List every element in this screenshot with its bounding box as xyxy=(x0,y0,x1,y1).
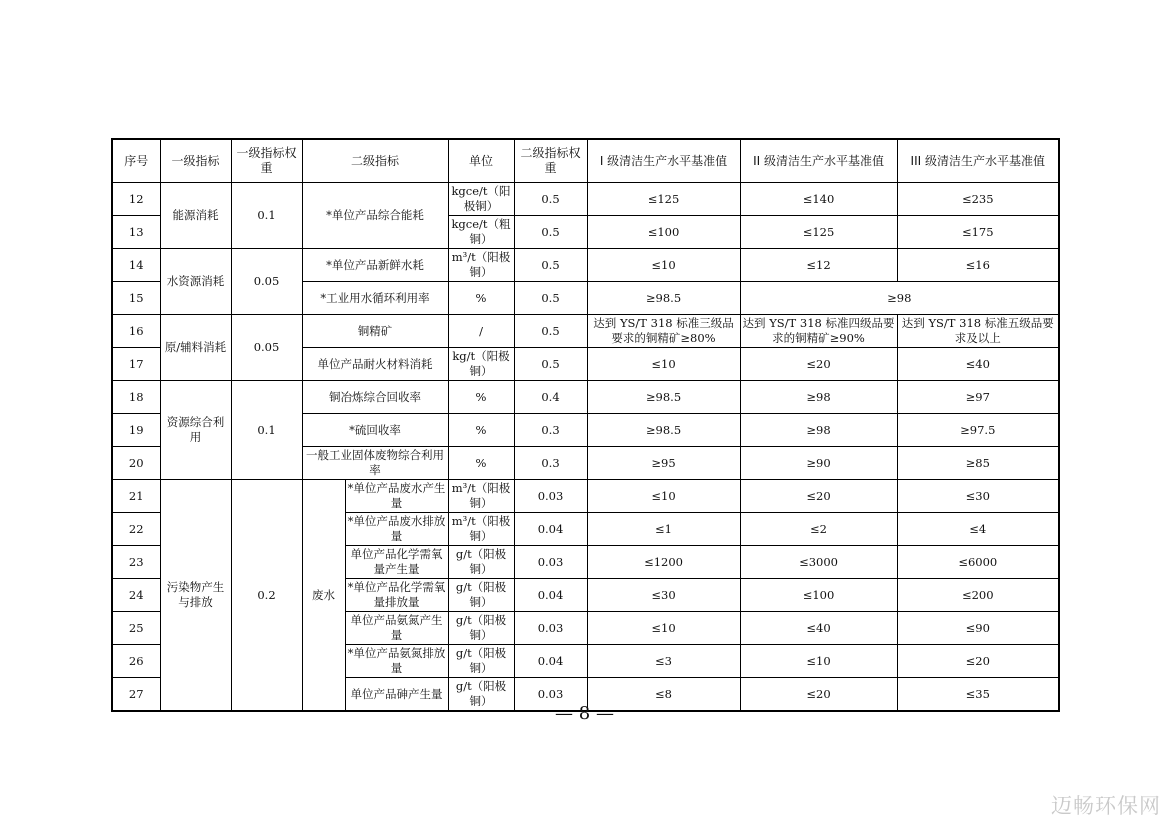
weight-cell: 0.5 xyxy=(514,183,587,216)
group-pollution-name: 污染物产生与排放 xyxy=(160,480,231,712)
level-ii-cell: 达到 YS/T 318 标准四级品要求的铜精矿≥90% xyxy=(740,315,897,348)
weight-cell: 0.04 xyxy=(514,513,587,546)
level-i-cell: ≤10 xyxy=(587,480,740,513)
level-iii-cell: ≥97 xyxy=(897,381,1059,414)
level-i-cell: ≥98.5 xyxy=(587,381,740,414)
header-level2-weight: 二级指标权重 xyxy=(514,139,587,183)
unit-cell: % xyxy=(448,447,514,480)
level-ii-cell: ≥90 xyxy=(740,447,897,480)
level-i-cell: ≤125 xyxy=(587,183,740,216)
indicator-name: 单位产品氨氮产生量 xyxy=(345,612,448,645)
row-number: 18 xyxy=(112,381,160,414)
level-iii-cell: ≤235 xyxy=(897,183,1059,216)
group-pollution-subcategory: 废水 xyxy=(302,480,345,712)
header-level-ii: II 级清洁生产水平基准值 xyxy=(740,139,897,183)
unit-cell: g/t（阳极铜） xyxy=(448,645,514,678)
level-iii-cell: ≥97.5 xyxy=(897,414,1059,447)
header-level2-indicator: 二级指标 xyxy=(302,139,448,183)
weight-cell: 0.04 xyxy=(514,645,587,678)
row-number: 12 xyxy=(112,183,160,216)
level-iii-cell: ≤175 xyxy=(897,216,1059,249)
indicator-name: *单位产品废水产生量 xyxy=(345,480,448,513)
level-i-cell: 达到 YS/T 318 标准三级品要求的铜精矿≥80% xyxy=(587,315,740,348)
indicator-name: 单位产品砷产生量 xyxy=(345,678,448,712)
weight-cell: 0.04 xyxy=(514,579,587,612)
table-row xyxy=(112,183,1059,216)
header-seq: 序号 xyxy=(112,139,160,183)
row-number: 19 xyxy=(112,414,160,447)
level-i-cell: ≥95 xyxy=(587,447,740,480)
indicator-name: *工业用水循环利用率 xyxy=(302,282,448,315)
unit-cell: m³/t（阳极铜） xyxy=(448,480,514,513)
level-i-cell: ≥98.5 xyxy=(587,282,740,315)
level-iii-cell: ≤20 xyxy=(897,645,1059,678)
row-number: 27 xyxy=(112,678,160,712)
row-number: 20 xyxy=(112,447,160,480)
group-resource-name: 资源综合利用 xyxy=(160,381,231,480)
unit-cell: kgce/t（粗铜） xyxy=(448,216,514,249)
level-ii-cell: ≤125 xyxy=(740,216,897,249)
unit-cell: kg/t（阳极铜） xyxy=(448,348,514,381)
weight-cell: 0.4 xyxy=(514,381,587,414)
header-level1-weight: 一级指标权重 xyxy=(231,139,302,183)
row-number: 25 xyxy=(112,612,160,645)
weight-cell: 0.03 xyxy=(514,480,587,513)
weight-cell: 0.5 xyxy=(514,282,587,315)
table-row xyxy=(112,381,1059,414)
indicator-name: 单位产品耐火材料消耗 xyxy=(302,348,448,381)
indicator-name: *单位产品氨氮排放量 xyxy=(345,645,448,678)
level-ii-cell: ≤3000 xyxy=(740,546,897,579)
indicator-name: *硫回收率 xyxy=(302,414,448,447)
row-number: 14 xyxy=(112,249,160,282)
level-ii-cell: ≤2 xyxy=(740,513,897,546)
group-energy-weight: 0.1 xyxy=(231,183,302,249)
level-iii-cell: ≤4 xyxy=(897,513,1059,546)
header-level1-indicator: 一级指标 xyxy=(160,139,231,183)
level-i-cell: ≤10 xyxy=(587,249,740,282)
indicator-name: *单位产品新鲜水耗 xyxy=(302,249,448,282)
group-material-weight: 0.05 xyxy=(231,315,302,381)
row-number: 23 xyxy=(112,546,160,579)
group-material-name: 原/辅料消耗 xyxy=(160,315,231,381)
level-i-cell: ≤10 xyxy=(587,348,740,381)
indicator-name: *单位产品废水排放量 xyxy=(345,513,448,546)
level-i-cell: ≤8 xyxy=(587,678,740,712)
level-i-cell: ≤100 xyxy=(587,216,740,249)
header-level-iii: III 级清洁生产水平基准值 xyxy=(897,139,1059,183)
row-number: 24 xyxy=(112,579,160,612)
header-level-i: I 级清洁生产水平基准值 xyxy=(587,139,740,183)
indicator-name: 单位产品化学需氧量产生量 xyxy=(345,546,448,579)
header-row xyxy=(112,139,1059,183)
unit-cell: % xyxy=(448,381,514,414)
row-number: 22 xyxy=(112,513,160,546)
indicator-table xyxy=(111,138,1060,712)
level-ii-cell: ≤20 xyxy=(740,480,897,513)
unit-cell: g/t（阳极铜） xyxy=(448,612,514,645)
level-ii-cell: ≥98 xyxy=(740,381,897,414)
weight-cell: 0.5 xyxy=(514,216,587,249)
indicator-name: 铜冶炼综合回收率 xyxy=(302,381,448,414)
level-iii-cell: ≤200 xyxy=(897,579,1059,612)
unit-cell: % xyxy=(448,282,514,315)
row-number: 26 xyxy=(112,645,160,678)
weight-cell: 0.5 xyxy=(514,348,587,381)
level-iii-cell: ≤90 xyxy=(897,612,1059,645)
weight-cell: 0.5 xyxy=(514,315,587,348)
group-pollution-weight: 0.2 xyxy=(231,480,302,712)
weight-cell: 0.03 xyxy=(514,678,587,712)
row-number: 15 xyxy=(112,282,160,315)
level-i-cell: ≤3 xyxy=(587,645,740,678)
level-ii-cell: ≤40 xyxy=(740,612,897,645)
header-unit: 单位 xyxy=(448,139,514,183)
row-number: 13 xyxy=(112,216,160,249)
unit-cell: / xyxy=(448,315,514,348)
level-iii-cell: ≤16 xyxy=(897,249,1059,282)
level-i-cell: ≤1200 xyxy=(587,546,740,579)
unit-cell: g/t（阳极铜） xyxy=(448,579,514,612)
level-iii-cell: ≤30 xyxy=(897,480,1059,513)
row-number: 21 xyxy=(112,480,160,513)
table-row xyxy=(112,315,1059,348)
level-ii-cell: ≤140 xyxy=(740,183,897,216)
unit-cell: % xyxy=(448,414,514,447)
row-number: 17 xyxy=(112,348,160,381)
indicator-name: 一般工业固体废物综合利用率 xyxy=(302,447,448,480)
weight-cell: 0.3 xyxy=(514,414,587,447)
watermark-logo: 迈畅环保网 xyxy=(1051,794,1161,818)
level-ii-cell: ≤12 xyxy=(740,249,897,282)
level-iii-cell: 达到 YS/T 318 标准五级品要求及以上 xyxy=(897,315,1059,348)
level-ii-cell: ≤20 xyxy=(740,678,897,712)
level-i-cell: ≤30 xyxy=(587,579,740,612)
level-ii-cell: ≤20 xyxy=(740,348,897,381)
level-iii-cell: ≤35 xyxy=(897,678,1059,712)
indicator-name: *单位产品综合能耗 xyxy=(302,183,448,249)
unit-cell: m³/t（阳极铜） xyxy=(448,513,514,546)
page-number: — 8 — xyxy=(555,703,614,724)
level-i-cell: ≥98.5 xyxy=(587,414,740,447)
weight-cell: 0.03 xyxy=(514,612,587,645)
unit-cell: g/t（阳极铜） xyxy=(448,546,514,579)
level-iii-cell: ≤6000 xyxy=(897,546,1059,579)
level-iii-cell: ≥85 xyxy=(897,447,1059,480)
table-row xyxy=(112,480,1059,513)
level-i-cell: ≤1 xyxy=(587,513,740,546)
level-iii-cell: ≤40 xyxy=(897,348,1059,381)
indicator-name: 铜精矿 xyxy=(302,315,448,348)
weight-cell: 0.5 xyxy=(514,249,587,282)
unit-cell: g/t（阳极铜） xyxy=(448,678,514,712)
level-ii-iii-cell: ≥98 xyxy=(740,282,1059,315)
group-water-weight: 0.05 xyxy=(231,249,302,315)
unit-cell: m³/t（阳极铜） xyxy=(448,249,514,282)
group-resource-weight: 0.1 xyxy=(231,381,302,480)
weight-cell: 0.03 xyxy=(514,546,587,579)
group-water-name: 水资源消耗 xyxy=(160,249,231,315)
level-ii-cell: ≥98 xyxy=(740,414,897,447)
row-number: 16 xyxy=(112,315,160,348)
level-i-cell: ≤10 xyxy=(587,612,740,645)
level-ii-cell: ≤100 xyxy=(740,579,897,612)
group-energy-name: 能源消耗 xyxy=(160,183,231,249)
table-row xyxy=(112,249,1059,282)
level-ii-cell: ≤10 xyxy=(740,645,897,678)
weight-cell: 0.3 xyxy=(514,447,587,480)
unit-cell: kgce/t（阳极铜） xyxy=(448,183,514,216)
indicator-name: *单位产品化学需氧量排放量 xyxy=(345,579,448,612)
